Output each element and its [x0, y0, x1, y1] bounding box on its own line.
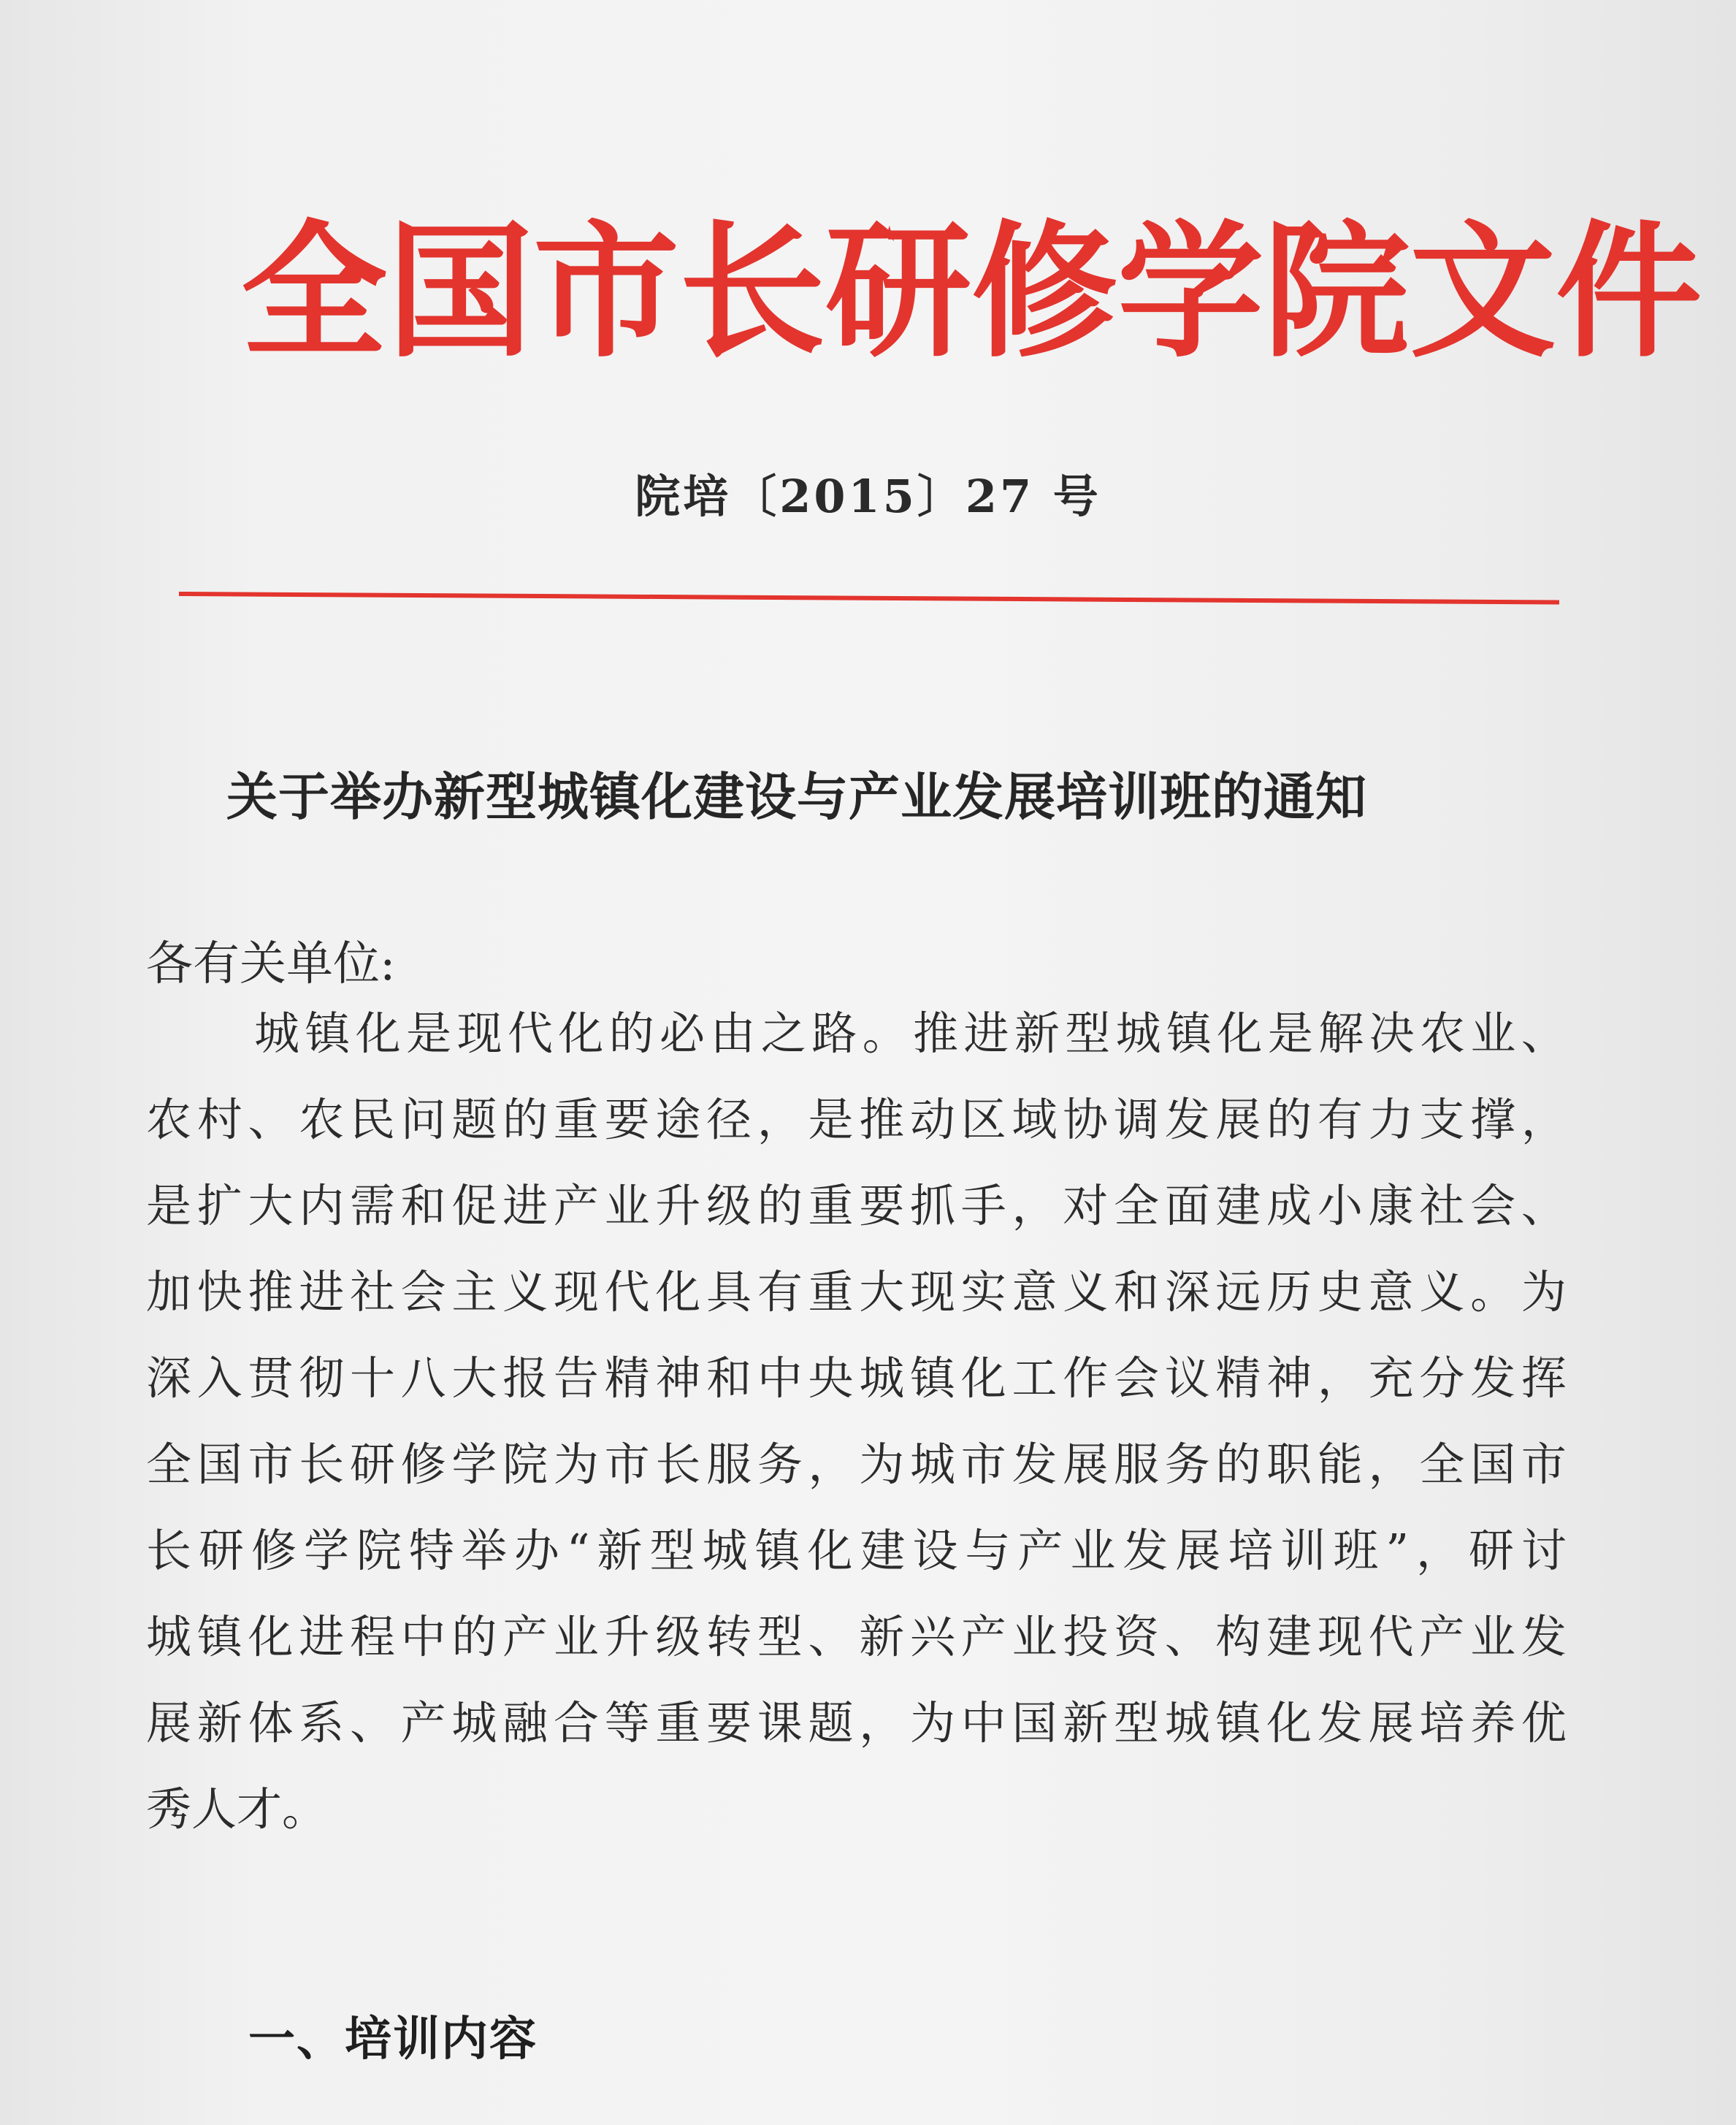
- body-line: 农 村 、 农 民 问 题 的 重 要 途 径 ， 是 推 动 区 域 协 调 发 展 的 有 力 支 撑 ，: [146, 1093, 1567, 1146]
- document-header: 全 国 市 长 研 修 学 院 文 件: [241, 206, 1702, 378]
- document-number: 院培〔2015〕27 号: [635, 470, 1101, 523]
- notice-title: 关于举办新型城镇化建设与产业发展培训班的通知: [226, 766, 1367, 827]
- body-line: 城 镇 化 是 现 代 化 的 必 由 之 路 。 推 进 新 型 城 镇 化 是 解 决 农 业 、: [254, 1007, 1567, 1060]
- body-line: 深 入 贯 彻 十 八 大 报 告 精 神 和 中 央 城 镇 化 工 作 会 议 精 神 ， 充 分 发 挥: [146, 1351, 1567, 1405]
- body-line: 城 镇 化 进 程 中 的 产 业 升 级 转 型 、 新 兴 产 业 投 资 、 构 建 现 代 产 业 发: [146, 1610, 1567, 1663]
- body-paragraph: [146, 991, 1567, 1853]
- body-line: 秀人才。: [146, 1782, 328, 1836]
- body-line: 加 快 推 进 社 会 主 义 现 代 化 具 有 重 大 现 实 意 义 和 深 远 历 史 意 义 。 为: [146, 1265, 1567, 1319]
- section-heading: 一、培训内容: [248, 2012, 538, 2067]
- body-line: 长 研 修 学 院 特 举 办 “ 新 型 城 镇 化 建 设 与 产 业 发 展 培 训 班 ” ， 研 讨: [146, 1524, 1567, 1577]
- body-line: 是 扩 大 内 需 和 促 进 产 业 升 级 的 重 要 抓 手 ， 对 全 面 建 成 小 康 社 会 、: [146, 1179, 1567, 1232]
- body-line: 展 新 体 系 、 产 城 融 合 等 重 要 课 题 ， 为 中 国 新 型 城 镇 化 发 展 培 养 优: [146, 1696, 1567, 1750]
- body-line: 全 国 市 长 研 修 学 院 为 市 长 服 务 ， 为 城 市 发 展 服 务 的 职 能 ， 全 国 市: [146, 1438, 1567, 1491]
- red-divider-line: [179, 592, 1559, 605]
- salutation: 各有关单位:: [146, 937, 396, 991]
